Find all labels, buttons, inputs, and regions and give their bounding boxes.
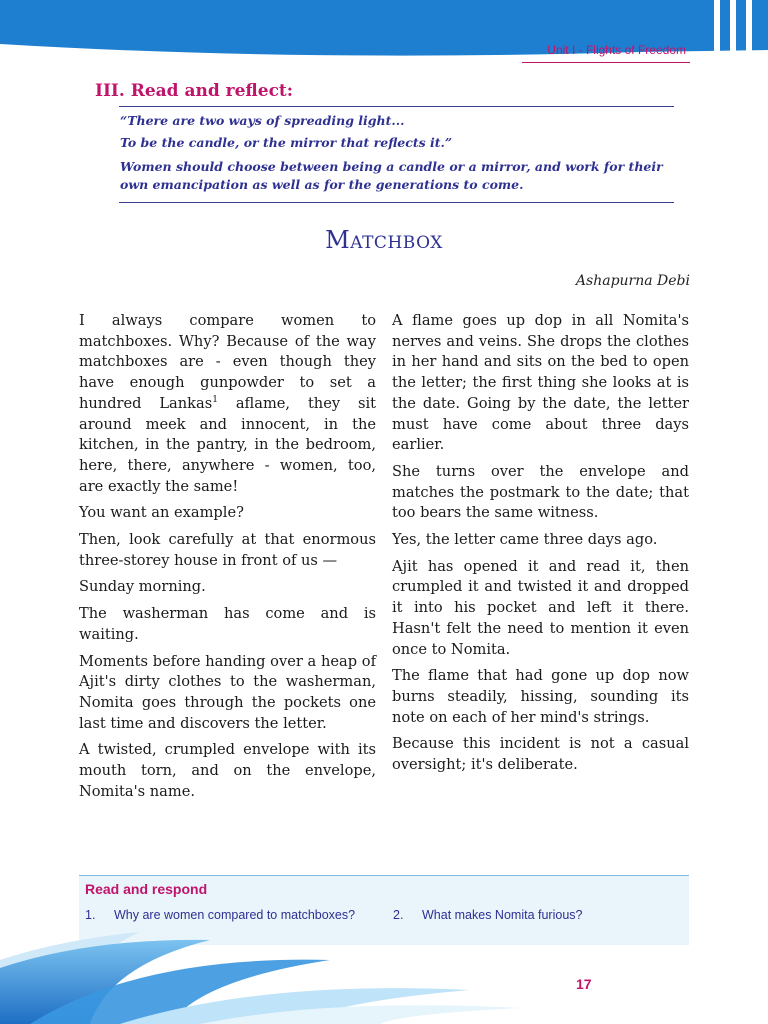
story-paragraph: Then, look carefully at that enormous three-storey house in front of us — bbox=[79, 531, 376, 569]
question-number: 2. bbox=[393, 908, 404, 922]
story-paragraph: Ajit has opened it and read it, then crumpled it and twisted it and dropped it into his pocket and left it there. Hasn't felt the need to mention it even once to Nomita. bbox=[392, 557, 689, 658]
footnote-marker: 1 bbox=[212, 394, 218, 405]
story-left-column bbox=[79, 311, 376, 808]
story-paragraph: Sunday morning. bbox=[79, 578, 206, 596]
story-right-column bbox=[392, 311, 689, 782]
story-title: Matchbox bbox=[325, 226, 443, 254]
question-text: Why are women compared to matchboxes? bbox=[114, 908, 356, 922]
footer-wave bbox=[0, 910, 768, 1024]
section-heading: III. Read and reflect: bbox=[95, 81, 294, 101]
story-paragraph: A flame goes up dop in all Nomita's nerves and veins. She drops the clothes in her hand and sits on the bed to open the letter; the first thing she looks at is the date. Going by the date, the letter must have come about three days earlier. bbox=[392, 312, 689, 454]
story-paragraph: Because this incident is not a casual oversight; it's deliberate. bbox=[392, 735, 689, 774]
story-paragraph: A twisted, crumpled envelope with its mouth torn, and on the envelope, Nomita's name. bbox=[79, 741, 376, 800]
quote-top-rule bbox=[119, 106, 674, 107]
quote-line-1: “There are two ways of spreading light... bbox=[120, 113, 405, 128]
story-paragraph: Yes, the letter came three days ago. bbox=[392, 531, 658, 549]
story-paragraph: Moments before handing over a heap of Ajit's dirty clothes to the washerman, Nomita goes through the pockets one last time and discovers the letter. bbox=[79, 652, 376, 732]
story-paragraph: The flame that had gone up dop now burns steadily, hissing, sounding its note on each of her mind's strings. bbox=[392, 667, 689, 726]
quote-bottom-rule bbox=[119, 202, 674, 203]
respond-title: Read and respond bbox=[85, 881, 208, 897]
story-paragraph: You want an example? bbox=[79, 504, 244, 522]
story-paragraph: I always compare women to matchboxes. Why? Because of the way matchboxes are - even though they have enough gunpowder to set a hundred Lankas$^1$ aflame, they sit around meek and innocent, in the kitchen, in the pantry, in the bedroom, here, there, anywhere - women, too, are exactly the same! bbox=[79, 312, 376, 495]
question-text: What makes Nomita furious? bbox=[422, 908, 583, 922]
quote-block bbox=[120, 112, 680, 194]
story-paragraph: The washerman has come and is waiting. bbox=[79, 605, 376, 643]
unit-label: Unit I - Flights of Freedom bbox=[547, 43, 686, 57]
question-number: 1. bbox=[85, 908, 96, 922]
unit-rule bbox=[522, 62, 690, 63]
story-author: Ashapurna Debi bbox=[575, 273, 690, 289]
page-number: 17 bbox=[576, 976, 592, 992]
quote-line-2: To be the candle, or the mirror that reflects it.” bbox=[120, 135, 453, 150]
story-paragraph: She turns over the envelope and matches the postmark to the date; that too bears the same witness. bbox=[392, 462, 689, 522]
reflect-note: Women should choose between being a candle or a mirror, and work for their own emancipation as well as for the generations to come. bbox=[120, 159, 663, 192]
